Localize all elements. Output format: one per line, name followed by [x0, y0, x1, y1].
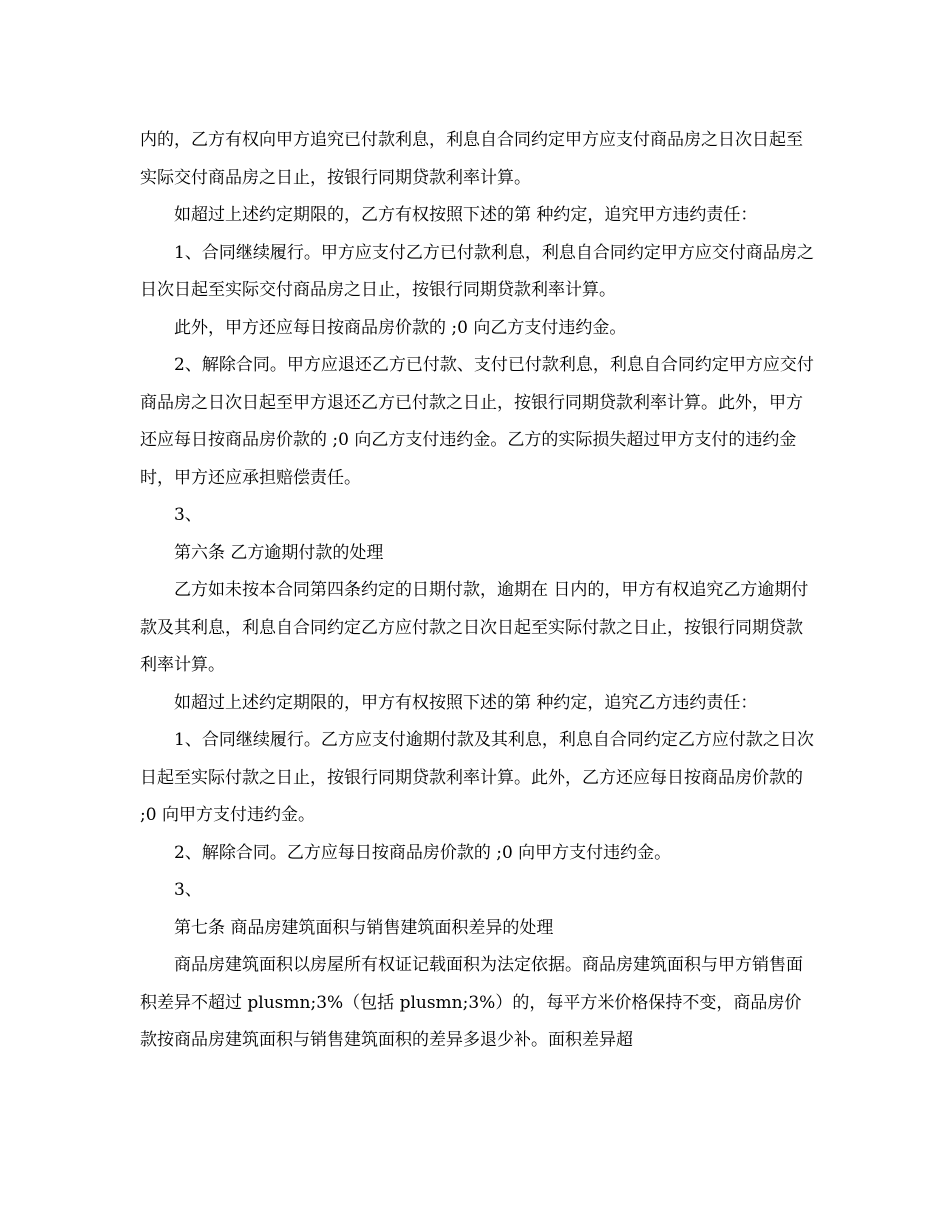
paragraph-8: 乙方如未按本合同第四条约定的日期付款，逾期在 日内的，甲方有权追究乙方逾期付款及其利息，利息自合同约定乙方应付款之日次日起至实际付款之日止，按银行同期贷款利率计算。	[140, 580, 809, 675]
section-heading-article-6: 第六条 乙方逾期付款的处理	[174, 542, 384, 563]
paragraph-9: 如超过上述约定期限的，甲方有权按照下述的第 种约定，追究乙方违约责任：	[174, 692, 758, 713]
paragraph-3: 1、合同继续履行。甲方应支付乙方已付款利息，利息自合同约定甲方应交付商品房之日次日起至实际交付商品房之日止，按银行同期贷款利率计算。	[140, 242, 814, 300]
document-body	[140, 122, 815, 1060]
paragraph-4: 此外，甲方还应每日按商品房价款的 ;0 向乙方支付违约金。	[174, 317, 627, 338]
paragraph-14: 商品房建筑面积以房屋所有权证记载面积为法定依据。商品房建筑面积与甲方销售面积差异不超过 plusmn;3%（包括 plusmn;3%）的，每平方米价格保持不变，商品房价款按商品房建筑面积与销售建筑面积的差异多退少补。面积差异超	[140, 955, 803, 1050]
paragraph-1: 内的，乙方有权向甲方追究已付款利息，利息自合同约定甲方应支付商品房之日次日起至实际交付商品房之日止，按银行同期贷款利率计算。	[140, 130, 803, 188]
paragraph-6: 3、	[174, 505, 202, 525]
paragraph-10: 1、合同继续履行。乙方应支付逾期付款及其利息，利息自合同约定乙方应付款之日次日起至实际付款之日止，按银行同期贷款利率计算。此外，乙方还应每日按商品房价款的 ;0 向甲方支付违约金。	[140, 730, 814, 825]
paragraph-2: 如超过上述约定期限的，乙方有权按照下述的第 种约定，追究甲方违约责任：	[174, 205, 758, 225]
paragraph-11: 2、解除合同。乙方应每日按商品房价款的 ;0 向甲方支付违约金。	[174, 842, 672, 863]
paragraph-5: 2、解除合同。甲方应退还乙方已付款、支付已付款利息，利息自合同约定甲方应交付商品房之日次日起至甲方退还乙方已付款之日止，按银行同期贷款利率计算。此外，甲方还应每日按商品房价款的 ;0 向乙方支付违约金。乙方的实际损失超过甲方支付的违约金时，甲方还应承担赔偿责任。	[140, 355, 814, 488]
section-heading-article-7: 第七条 商品房建筑面积与销售建筑面积差异的处理	[174, 917, 554, 938]
paragraph-12: 3、	[174, 880, 202, 900]
